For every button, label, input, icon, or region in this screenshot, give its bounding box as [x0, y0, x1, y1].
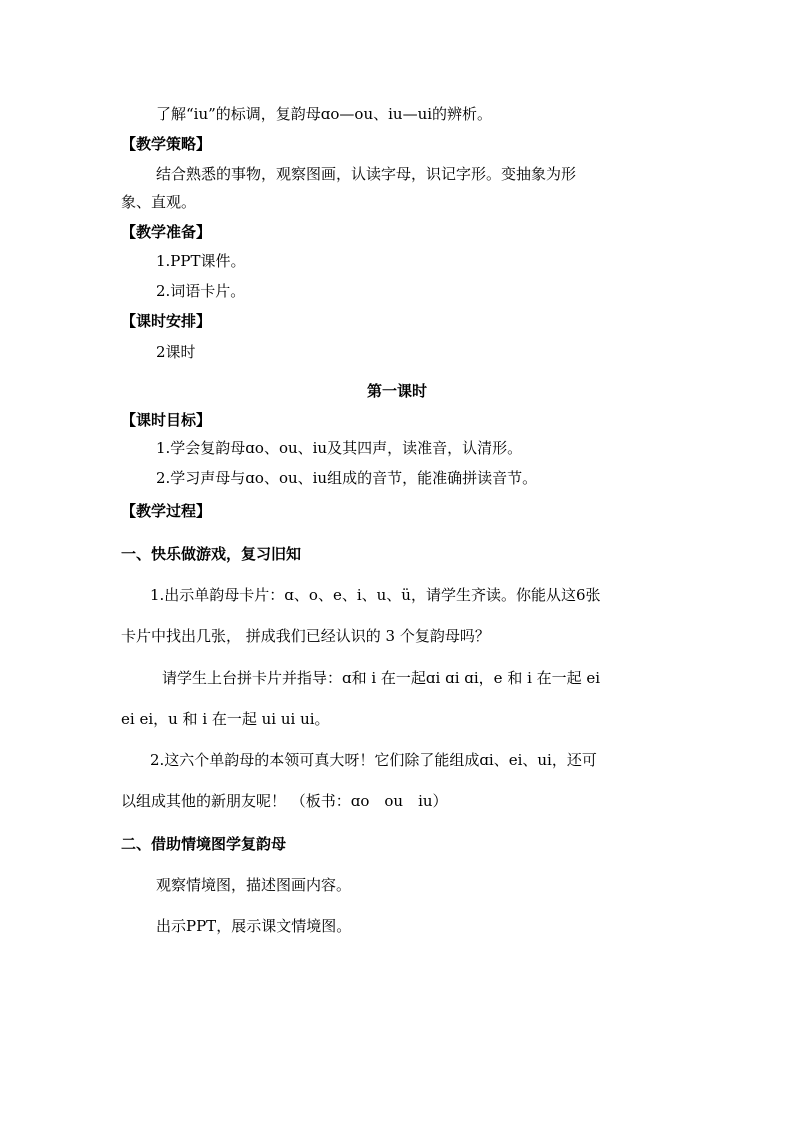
paragraph-goal-1: 1.学会复韵母ɑo、ou、iu及其四声，读准音，认清形。 — [156, 439, 523, 457]
paragraph-prep-2: 2.词语卡片。 — [156, 282, 246, 300]
heading-class-schedule: 【课时安排】 — [121, 312, 212, 330]
heading-teaching-strategy: 【教学策略】 — [121, 135, 212, 153]
paragraph-section1-p1-line2: 卡片中找出几张， 拼成我们已经认识的 3 个复韵母吗？ — [121, 627, 490, 645]
paragraph-goal-2: 2.学习声母与ɑo、ou、iu组成的音节，能准确拼读音节。 — [156, 469, 538, 487]
paragraph-section2-p2: 出示PPT，展示课文情境图。 — [156, 917, 352, 935]
heading-section-two: 二、借助情境图学复韵母 — [121, 835, 287, 853]
paragraph-section1-p3-line1: 2.这六个单韵母的本领可真大呀！它们除了能组成ɑi、ei、ui，还可 — [150, 751, 597, 769]
paragraph-strategy-line1: 结合熟悉的事物，观察图画，认读字母，识记字形。变抽象为形 — [156, 165, 577, 183]
paragraph-section2-p1: 观察情境图，描述图画内容。 — [156, 876, 352, 894]
heading-lesson-one: 第一课时 — [366, 382, 427, 400]
paragraph-prep-1: 1.PPT课件。 — [156, 252, 246, 270]
heading-teaching-preparation: 【教学准备】 — [121, 223, 212, 241]
heading-teaching-process: 【教学过程】 — [121, 502, 212, 520]
paragraph-strategy-line2: 象、直观。 — [121, 193, 197, 211]
paragraph-schedule: 2课时 — [156, 343, 196, 361]
heading-section-one: 一、快乐做游戏，复习旧知 — [121, 545, 302, 563]
paragraph-section1-p2-line1: 请学生上台拼卡片并指导：ɑ和 i 在一起ɑi ɑi ɑi，e 和 i 在一起 ei — [162, 669, 601, 687]
paragraph-section1-p3-line2: 以组成其他的新朋友呢！ （板书：ɑo ou iu） — [121, 792, 448, 810]
paragraph-intro: 了解“iu”的标调，复韵母ɑo—ou、iu—ui的辨析。 — [156, 105, 493, 123]
heading-lesson-goals: 【课时目标】 — [121, 411, 212, 429]
paragraph-section1-p2-line2: ei ei，u 和 i 在一起 ui ui ui。 — [121, 710, 330, 728]
paragraph-section1-p1-line1: 1.出示单韵母卡片：ɑ、o、e、i、u、ü，请学生齐读。你能从这6张 — [150, 586, 601, 604]
